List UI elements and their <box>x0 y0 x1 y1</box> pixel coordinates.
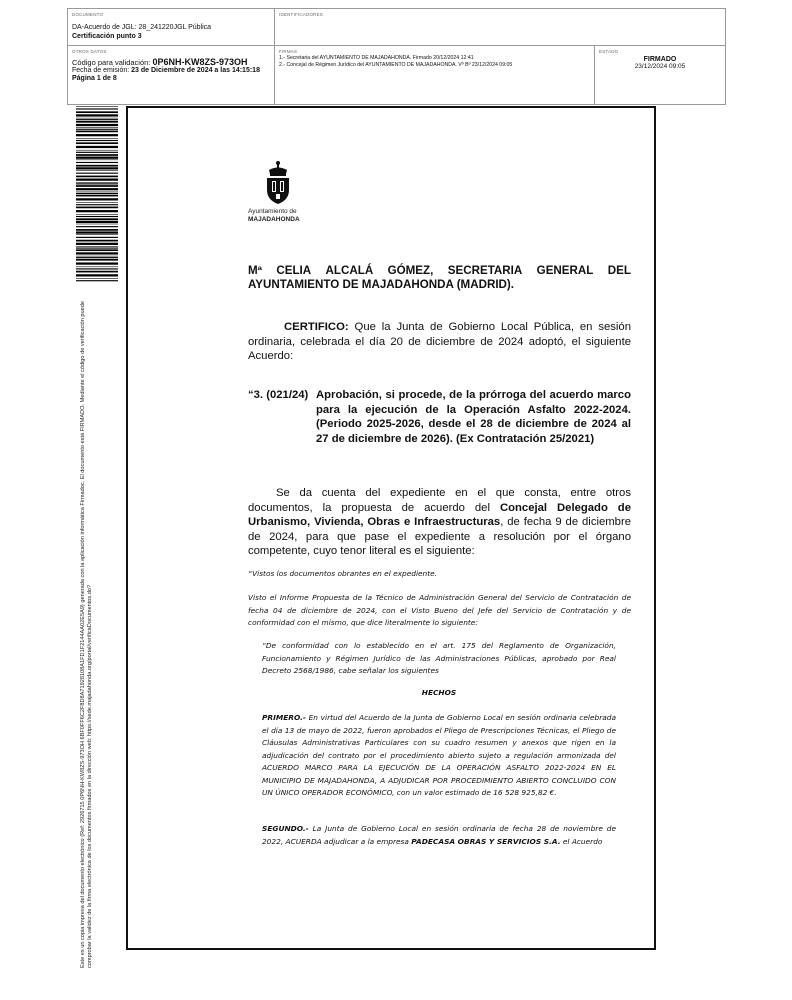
barcode-bar <box>76 138 118 139</box>
body-concejal: Concejal Delegado de Urbanismo, Vivienda, Obras e Infraestructuras <box>248 501 631 528</box>
documento-sub: Certificación punto 3 <box>72 33 142 40</box>
hechos-heading: HECHOS <box>421 688 457 697</box>
barcode-bar <box>76 240 118 242</box>
agenda-item-text: Aprobación, si procede, de la prórroga del acuerdo marco para la ejecución de la Operación Asfalto 2022-2024. (Periodo 2025-2026, desde el 28 de diciembre de 2024 al 27 de diciembre de 2026). (Ex Contratación 25/2021) <box>316 389 631 445</box>
barcode-bar <box>76 111 118 113</box>
documento-cell <box>68 9 274 45</box>
body-text-c: , de fecha 9 de diciembre de 2024, para que pase el expediente a resolución por el órgano competente, cuyo tenor literal es el siguiente: <box>248 516 631 557</box>
barcode-bar <box>76 142 118 144</box>
title-word: DEL <box>607 264 631 277</box>
barcode-bar <box>76 280 118 281</box>
barcode-bar <box>76 160 118 161</box>
barcode-bar <box>76 248 118 249</box>
firma-2: 2.- Concejal de Régimen Jurídico del AYUNTAMIENTO DE MAJADAHONDA. Vº Bº 23/12/2024 09:05 <box>279 62 513 68</box>
conformidad-paragraph: “De conformidad con lo establecido en el art. 175 del Reglamento de Organización, Funcionamiento y Régimen Jurídico de las Administraciones Públicas, aprobado por Real Decreto 2568/1986, cabe señalar los siguientes <box>262 641 616 675</box>
barcode-bar <box>76 195 118 197</box>
barcode-bar <box>76 119 118 120</box>
ayuntamiento-logo <box>248 160 312 223</box>
barcode-bar <box>76 131 118 133</box>
barcode-bar <box>76 278 118 279</box>
barcode-bar <box>76 256 118 257</box>
barcode-bar <box>76 154 118 156</box>
barcode-bar <box>76 185 118 187</box>
barcode-bar <box>76 202 118 203</box>
barcode-bar <box>76 114 118 116</box>
barcode-bar <box>76 127 118 128</box>
segundo-company: PADECASA OBRAS Y SERVICIOS S.A. <box>411 836 561 846</box>
title-word: SECRETARIA <box>447 264 523 277</box>
barcode-bar <box>76 221 118 223</box>
barcode-bar <box>76 229 118 231</box>
firmas-label: FIRMAS <box>279 49 298 54</box>
logo-line-2: MAJADAHONDA <box>248 215 300 223</box>
barcode-bar <box>76 274 118 276</box>
documento-label: DOCUMENTO <box>72 12 104 17</box>
title-line-2: AYUNTAMIENTO DE MAJADAHONDA (MADRID). <box>248 278 515 291</box>
barcode-bar <box>76 182 118 183</box>
barcode-bar <box>76 271 118 273</box>
segundo-text-a: La Junta de Gobierno Local en sesión ordinaria de fecha 28 de noviembre de 2022, ACUERDA adjudicar a la empresa <box>262 824 616 846</box>
barcode-bar <box>76 193 118 194</box>
body-paragraph <box>248 486 631 559</box>
documento-name: DA-Acuerdo de JGL: 28_241220JGL Pública <box>72 24 212 31</box>
barcode-icon <box>76 106 118 282</box>
fecha-row <box>72 67 270 74</box>
primero-paragraph <box>262 712 616 800</box>
logo-text <box>248 208 312 223</box>
agenda-item-number: “3. (021/24) <box>248 389 309 401</box>
header-box <box>67 8 726 105</box>
barcode-bar <box>76 121 118 123</box>
barcode-bar <box>76 204 118 205</box>
barcode-bar <box>76 243 118 245</box>
barcode-bar <box>76 173 118 174</box>
identificadores-cell <box>275 9 725 45</box>
title-word: GÓMEZ, <box>387 264 434 277</box>
barcode-bar <box>76 257 118 258</box>
barcode-bar <box>76 129 118 130</box>
agenda-item <box>248 388 631 446</box>
barcode-bar <box>76 267 118 268</box>
barcode-bar <box>76 210 118 212</box>
barcode-bar <box>76 176 118 178</box>
body-text-a: Se da cuenta del expediente en el que consta, entre otros documentos, la propuesta de acuerdo del <box>248 487 631 514</box>
title-line-1 <box>248 264 631 278</box>
primero-text: En virtud del Acuerdo de la Junta de Gobierno Local en sesión ordinaria celebrada el día 13 de mayo de 2022, fueron aprobados el Pliego de Prescripciones Técnicas, el Pliego de Cláusulas Administrativas Particulares con su cuadro resumen y anexos que rigen en la adjudicación del contrato por el procedimiento abierto sujeto a regulación armonizada del ACUERDO MARCO PARA LA EJECUCIÓN DE LA OPERACIÓN ASFALTO 2022-2024 EN EL MUNICIPIO DE MAJADAHONDA, A ADJUDICAR POR PROCEDIMIENTO ABIERTO CONCLUIDO CON UN ÚNICO OPERADOR ECONÓMICO, con un valor estimado de 16 528 925,82 €. <box>262 713 616 797</box>
title-word: Mª <box>248 264 262 277</box>
pagina: Página 1 de 8 <box>72 75 117 82</box>
segundo-lead: SEGUNDO.- <box>262 824 309 833</box>
barcode-bar <box>76 224 118 225</box>
barcode-bar <box>76 237 118 238</box>
barcode-bar <box>76 192 118 193</box>
barcode-bar <box>76 226 118 227</box>
barcode-bar <box>76 124 118 126</box>
verification-sidebar-text: Este es un copia impresa del documento electrónico (Ref: 2926715 0P6NH-KW8ZS-973OH 6BF0FF6C2F8D8A71928108A1FD1F2144AA02E5A9) generada con la aplicación informática Firmadoc. El documento está FIRMADO. Mediante el código de verificación puede comprobar la validez de la firma electrónica de los documentos firmados en la dirección web: https://sede.majadahonda.org/portal/verificaDocumentos.do? <box>80 301 93 968</box>
barcode-bar <box>76 234 118 235</box>
identificadores-label: IDENTIFICADORES <box>279 12 324 17</box>
certifico-lead: CERTIFICO: <box>284 321 349 333</box>
otros-datos-cell <box>68 46 274 104</box>
otros-label: OTROS DATOS <box>72 49 107 54</box>
certifico-paragraph <box>248 320 631 364</box>
barcode-bar <box>76 246 118 247</box>
barcode-bar <box>76 218 118 220</box>
codigo-value: 0P6NH-KW8ZS-973OH <box>152 57 248 67</box>
barcode-bar <box>76 231 118 233</box>
barcode-bar <box>76 207 118 209</box>
segundo-paragraph <box>262 823 616 848</box>
page-title <box>248 264 631 292</box>
primero-lead: PRIMERO.- <box>262 713 306 722</box>
segundo-text-b: el Acuerdo <box>560 836 603 846</box>
barcode-bar <box>76 146 118 148</box>
estado-cell <box>595 46 725 104</box>
barcode-bar <box>76 198 118 200</box>
certifico-text: Que la Junta de Gobierno Local Pública, en sesión ordinaria, celebrada el día 20 de diciembre de 2024 adoptó, el siguiente Acuerdo: <box>248 321 631 362</box>
codigo-label: Código para validación: <box>72 58 151 67</box>
barcode-bar <box>76 165 118 167</box>
barcode-bar <box>76 262 118 264</box>
title-word: GENERAL <box>536 264 594 277</box>
visto-informe-paragraph: Visto el Informe Propuesta de la Técnico de Administración General del Servicio de Contratación de fecha 04 de diciembre de 2024, con el Visto Bueno del Jefe del Servicio de Contratación y de conformidad con el mismo, que dice literalmente lo siguiente: <box>248 593 631 627</box>
barcode-bar <box>76 152 118 153</box>
firmas-cell <box>275 46 594 104</box>
barcode-bar <box>76 108 118 109</box>
fecha-value: 23 de Diciembre de 2024 a las 14:15:18 <box>131 67 260 74</box>
barcode-bar <box>76 118 118 119</box>
title-word: ALCALÁ <box>325 264 374 277</box>
barcode-bar <box>76 183 118 184</box>
estado-date: 23/12/2024 09:05 <box>634 63 686 70</box>
barcode-bar <box>76 252 118 254</box>
barcode-bar <box>76 140 118 141</box>
barcode-bar <box>76 167 118 169</box>
barcode-bar <box>76 179 118 181</box>
barcode-bar <box>76 157 118 159</box>
firma-1: 1.- Secretaria del AYUNTAMIENTO DE MAJADAHONDA. Firmado 20/12/2024 12:41 <box>279 55 474 61</box>
barcode-bar <box>76 249 118 251</box>
estado-value: FIRMADO <box>643 56 677 63</box>
barcode-bar <box>76 188 118 190</box>
title-word: CELIA <box>276 264 312 277</box>
barcode-bar <box>76 259 118 261</box>
barcode-bar <box>76 162 118 163</box>
estado-label: ESTADO <box>599 49 619 54</box>
barcode-bar <box>76 150 118 151</box>
barcode-bar <box>76 170 118 171</box>
fecha-label: Fecha de emisión: <box>72 67 130 74</box>
barcode-bar <box>76 268 118 269</box>
codigo-row <box>72 57 270 67</box>
logo-line-1: Ayuntamiento de <box>248 208 297 215</box>
barcode-bar <box>76 106 118 107</box>
barcode-bar <box>76 216 118 217</box>
vistos-paragraph: “Vistos los documentos obrantes en el expediente. <box>248 569 438 578</box>
coat-of-arms-icon <box>263 160 293 206</box>
barcode-bar <box>76 214 118 215</box>
barcode-bar <box>76 134 118 136</box>
